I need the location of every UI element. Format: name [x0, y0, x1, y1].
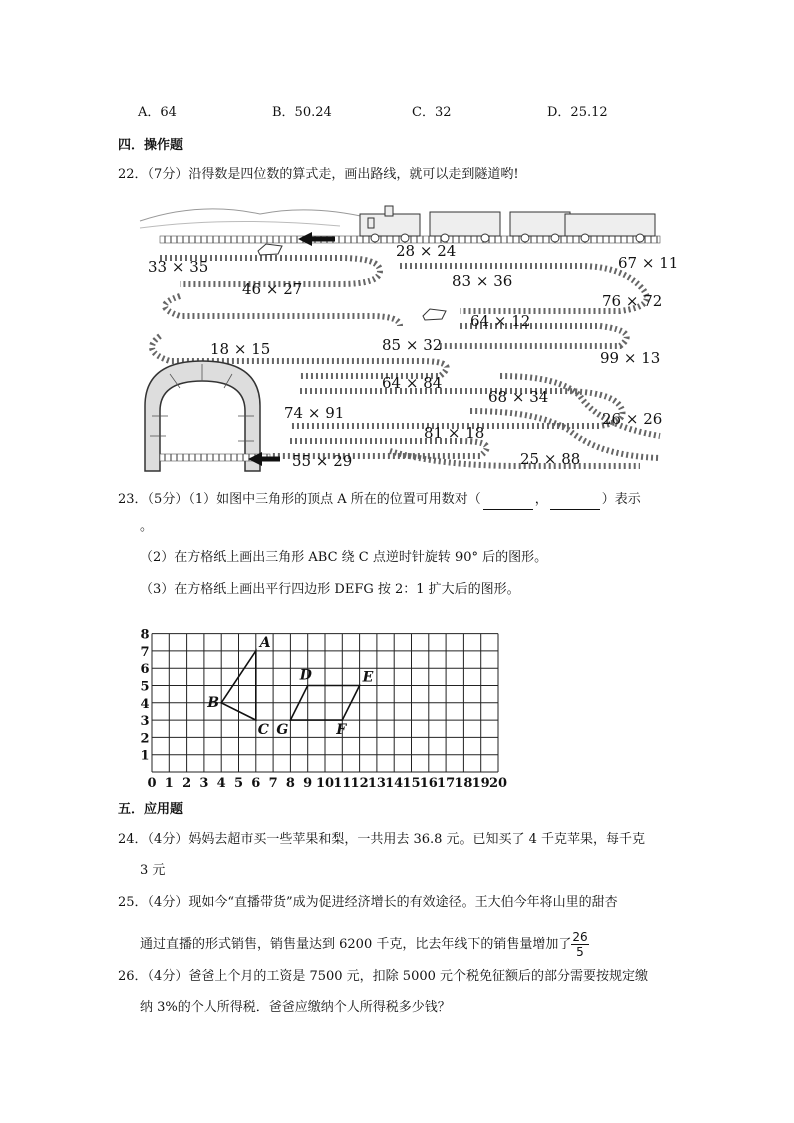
- fraction-26-5: $\frac{26}{5}$: [572, 930, 588, 959]
- x-tick-label: 19: [471, 776, 490, 791]
- expr-68x34: 68 × 34: [488, 388, 549, 406]
- coordinate-grid: [138, 620, 518, 792]
- expr-64x84: 64 × 84: [382, 374, 443, 392]
- point-label-d: D: [299, 667, 312, 684]
- x-tick-label: 18: [454, 776, 473, 791]
- y-tick-label: 3: [140, 714, 150, 730]
- expr-64x12: 64 × 12: [470, 312, 531, 330]
- x-tick-label: 11: [333, 776, 352, 791]
- q23-line1: 23．（5分）（1）如图中三角形的顶点 A 所在的位置可用数对（ ， ）表示: [118, 490, 641, 510]
- expr-83x36: 83 × 36: [452, 272, 513, 290]
- expr-76x72: 76 × 72: [602, 292, 663, 310]
- q24-line2: 3 元: [140, 863, 166, 878]
- x-tick-label: 1: [164, 776, 174, 791]
- q24-line1: 24．（4分）妈妈去超市买一些苹果和梨，一共用去 36.8 元。已知买了 4 千克苹果，每千克: [118, 832, 646, 847]
- y-tick-label: 6: [140, 662, 150, 678]
- q23-line2: （2）在方格纸上画出三角形 ABC 绕 C 点逆时针旋转 90° 后的图形。: [140, 550, 548, 565]
- option-b: B．50.24: [272, 105, 332, 120]
- x-tick-label: 10: [315, 776, 335, 791]
- point-label-b: B: [207, 694, 220, 711]
- option-c: C．32: [412, 105, 452, 120]
- q26-line2: 纳 3%的个人所得税．爸爸应缴纳个人所得税多少钱？: [140, 1000, 451, 1015]
- expr-74x91: 74 × 91: [284, 404, 345, 422]
- y-tick-label: 8: [140, 627, 150, 643]
- expr-33x35: 33 × 35: [148, 258, 209, 276]
- x-tick-label: 17: [437, 776, 456, 791]
- y-tick-label: 4: [140, 696, 150, 712]
- x-tick-label: 9: [303, 776, 313, 791]
- x-tick-label: 3: [199, 776, 209, 791]
- point-label-a: A: [259, 634, 271, 651]
- q22-text: 22．（7分）沿得数是四位数的算式走，画出路线，就可以走到隧道哟!: [118, 167, 519, 182]
- expr-55x29: 55 × 29: [292, 452, 353, 470]
- point-label-c: C: [257, 722, 269, 739]
- x-tick-label: 0: [147, 776, 157, 791]
- x-tick-label: 13: [367, 776, 386, 791]
- x-tick-label: 20: [488, 776, 508, 791]
- answer-blank-y[interactable]: [550, 495, 600, 510]
- y-tick-label: 1: [140, 748, 150, 764]
- point-label-e: E: [362, 669, 374, 686]
- x-tick-label: 16: [419, 776, 438, 791]
- y-tick-label: 2: [140, 731, 150, 747]
- expr-28x24: 28 × 24: [396, 242, 457, 260]
- q25-line1: 25．（4分）现如今“直播带货”成为促进经济增长的有效途径。王大伯今年将山里的甜杏: [118, 895, 618, 910]
- answer-blank-x[interactable]: [483, 495, 533, 510]
- y-tick-label: 7: [140, 644, 150, 660]
- x-tick-label: 8: [285, 776, 295, 791]
- x-tick-label: 6: [251, 776, 261, 791]
- point-label-f: F: [336, 722, 347, 739]
- point-label-g: G: [276, 722, 289, 739]
- y-tick-label: 5: [140, 679, 150, 695]
- expr-85x32: 85 × 32: [382, 336, 443, 354]
- expr-67x11: 67 × 11: [618, 254, 679, 272]
- q23-line3: （3）在方格纸上画出平行四边形 DEFG 按 2：1 扩大后的图形。: [140, 582, 520, 597]
- expr-99x13: 99 × 13: [600, 349, 661, 367]
- expr-81x18: 81 × 18: [424, 424, 485, 442]
- section-title-operation: 四．操作题: [118, 138, 184, 153]
- x-tick-label: 12: [350, 776, 369, 791]
- option-d: D．25.12: [547, 105, 608, 120]
- q25-line2: 通过直播的形式销售，销售量达到 6200 千克，比去年线下的销售量增加了 $\frac{26}{5}$: [140, 930, 588, 959]
- maze-illustration: [140, 196, 679, 476]
- x-tick-label: 15: [402, 776, 421, 791]
- expr-25x88: 25 × 88: [520, 450, 581, 468]
- section-title-application: 五．应用题: [118, 802, 184, 817]
- option-a: A．64: [138, 105, 177, 120]
- x-tick-label: 4: [216, 776, 226, 791]
- expr-46x27: 46 × 27: [242, 280, 303, 298]
- expr-26x26: 26 × 26: [602, 410, 663, 428]
- x-tick-label: 7: [268, 776, 278, 791]
- q23-line1-end: 。: [140, 519, 154, 534]
- x-tick-label: 5: [233, 776, 244, 791]
- expr-18x15: 18 × 15: [210, 340, 271, 358]
- x-tick-label: 2: [182, 776, 192, 791]
- q26-line1: 26．（4分）爸爸上个月的工资是 7500 元，扣除 5000 元个税免征额后的部分需要按规定缴: [118, 969, 649, 984]
- x-tick-label: 14: [385, 776, 404, 791]
